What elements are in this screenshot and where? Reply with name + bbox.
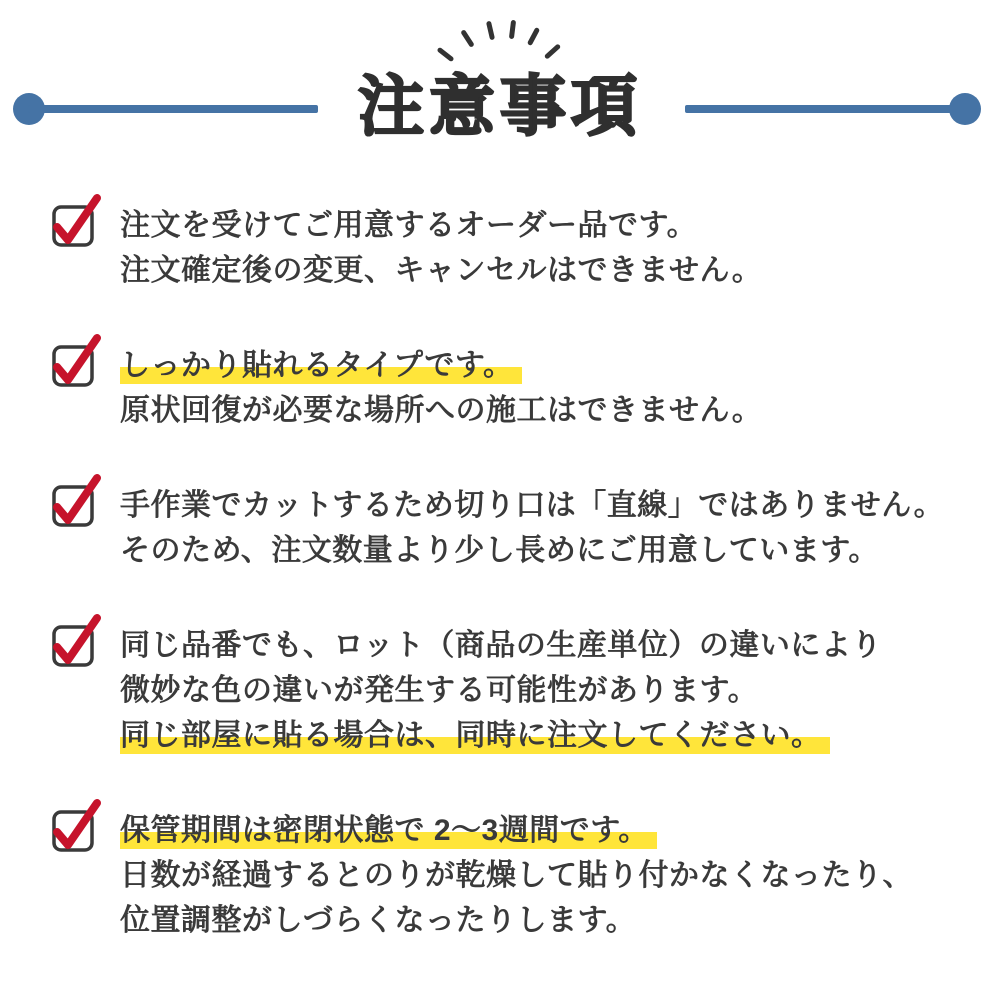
line-text: 手作業でカットするため切り口は「直線」ではありません。 (120, 489, 945, 522)
item-text-line (120, 528, 944, 573)
item-text-line (120, 808, 913, 853)
line-text: そのため、注文数量より少し長めにご用意しています。 (120, 534, 879, 567)
sparkle-ray (436, 47, 454, 63)
list-item (52, 483, 980, 573)
item-text (120, 808, 913, 943)
item-text-line (120, 898, 913, 943)
item-text (120, 623, 882, 758)
header-line-right (685, 105, 968, 113)
highlighted-text: 同じ部屋に貼る場合は、同時に注文してください。 (120, 719, 830, 754)
highlighted-text: 保管期間は密閉状態で 2～3週間です。 (120, 814, 657, 849)
sparkle-ray (460, 29, 475, 48)
checkbox-checked-icon (52, 625, 94, 667)
item-text-line (120, 343, 762, 388)
highlighted-text: しっかり貼れるタイプです。 (120, 349, 522, 384)
item-text-line (120, 713, 882, 758)
list-item (52, 343, 980, 433)
item-text-line (120, 248, 762, 293)
list-item (52, 623, 980, 758)
line-text: 注文確定後の変更、キャンセルはできません。 (120, 254, 763, 287)
sparkle-ray (486, 21, 495, 41)
sparkle-ray (527, 27, 540, 46)
line-text: 日数が経過するとのりが乾燥して貼り付かなくなったり、 (120, 859, 913, 892)
item-text-line (120, 388, 762, 433)
checkbox-checked-icon (52, 810, 94, 852)
sparkle-rays-icon (440, 18, 560, 70)
header-line-right-dot (949, 93, 981, 125)
line-text: 原状回復が必要な場所への施工はできません。 (120, 394, 763, 427)
line-text: 注文を受けてご用意するオーダー品です。 (120, 209, 698, 242)
checkbox-checked-icon (52, 205, 94, 247)
line-text: 位置調整がしづらくなったりします。 (120, 904, 637, 937)
sparkle-ray (544, 43, 561, 59)
page-title: 注意事項 (358, 69, 642, 143)
line-text: 同じ品番でも、ロット（商品の生産単位）の違いにより (120, 629, 882, 662)
checkbox-checked-icon (52, 345, 94, 387)
line-text: 微妙な色の違いが発生する可能性があります。 (120, 674, 759, 707)
item-text-line (120, 203, 762, 248)
list-item (52, 808, 980, 943)
list-item (52, 203, 980, 293)
checkbox-checked-icon (52, 485, 94, 527)
item-text-line (120, 853, 913, 898)
item-text (120, 203, 762, 293)
item-text (120, 343, 762, 433)
header (0, 0, 1000, 200)
item-text (120, 483, 944, 573)
sparkle-ray (509, 20, 516, 39)
item-text-line (120, 623, 882, 668)
item-text-line (120, 668, 882, 713)
item-text-line (120, 483, 944, 528)
notice-list (52, 203, 980, 993)
